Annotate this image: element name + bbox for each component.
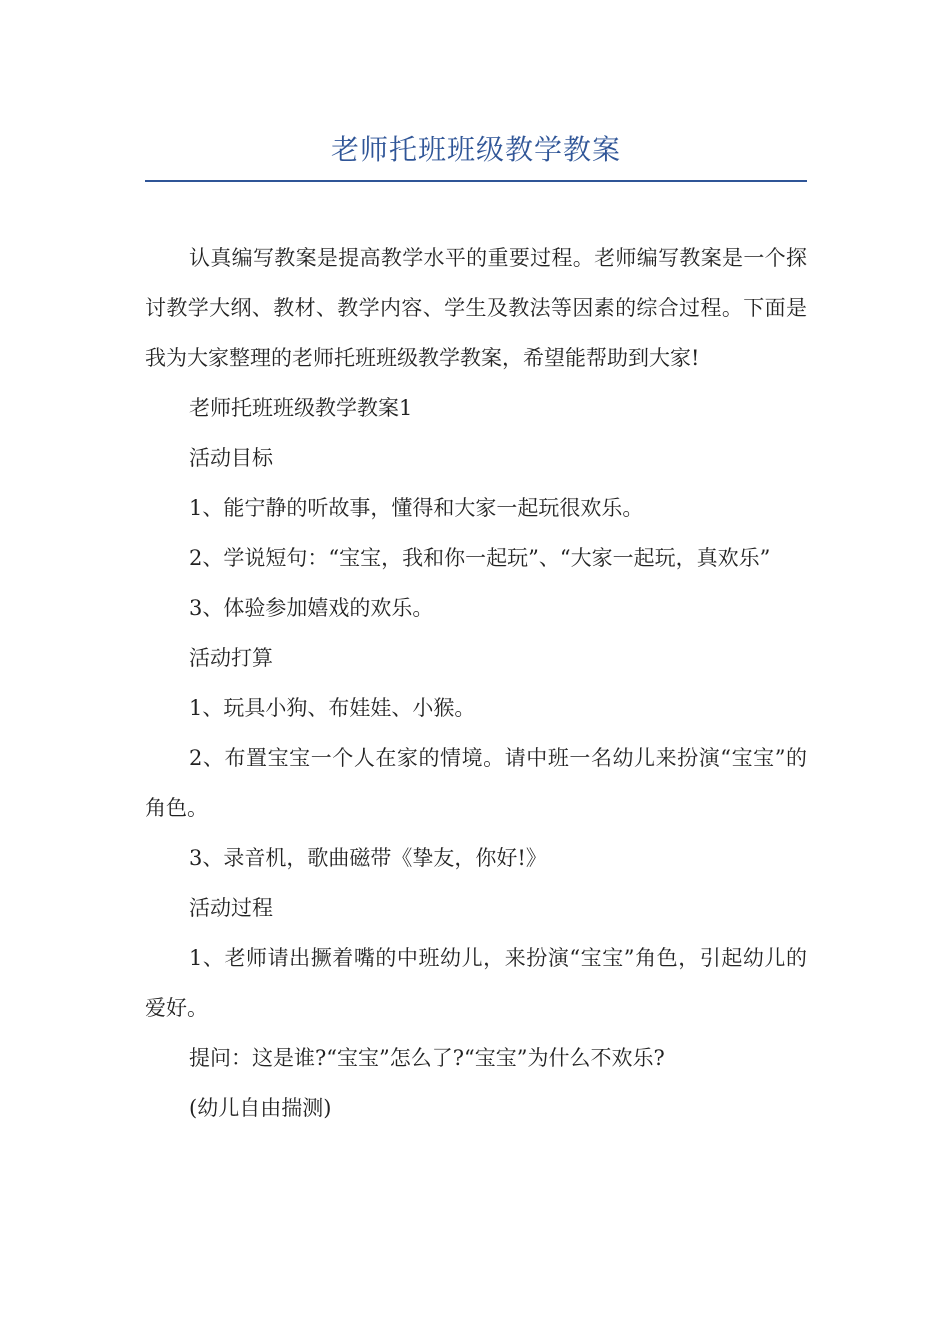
section-heading-lesson-1: 老师托班班级教学教案1 [189,396,413,420]
goal-item-2: 2、学说短句：“宝宝，我和你一起玩”、“大家一起玩，真欢乐” [189,546,771,570]
title-underline [145,180,807,182]
preparation-item-3: 3、录音机，歌曲磁带《挚友，你好!》 [189,846,547,870]
preparation-item-2: 2、布置宝宝一个人在家的情境。请中班一名幼儿来扮演“宝宝”的角色。 [145,746,807,820]
paragraph-intro: 认真编写教案是提高教学水平的重要过程。老师编写教案是一个探讨教学大纲、教材、教学内容、学生及教法等因素的综合过程。下面是我为大家整理的老师托班班级教学教案，希望能帮助到大家! [145,246,807,370]
section-heading-preparation: 活动打算 [189,646,273,670]
preparation-item-1: 1、玩具小狗、布娃娃、小猴。 [189,696,476,720]
document-title: 老师托班班级教学教案 [330,133,621,166]
goal-item-1: 1、能宁静的听故事，懂得和大家一起玩很欢乐。 [189,496,644,520]
goal-item-3: 3、体验参加嬉戏的欢乐。 [189,596,434,620]
document-body [145,233,807,1133]
section-heading-goals: 活动目标 [189,446,273,470]
process-note: (幼儿自由揣测) [189,1096,332,1120]
process-question: 提问：这是谁?“宝宝”怎么了?“宝宝”为什么不欢乐? [189,1046,665,1070]
section-heading-process: 活动过程 [189,896,273,920]
process-item-1: 1、老师请出撅着嘴的中班幼儿，来扮演“宝宝”角色，引起幼儿的爱好。 [145,946,807,1020]
